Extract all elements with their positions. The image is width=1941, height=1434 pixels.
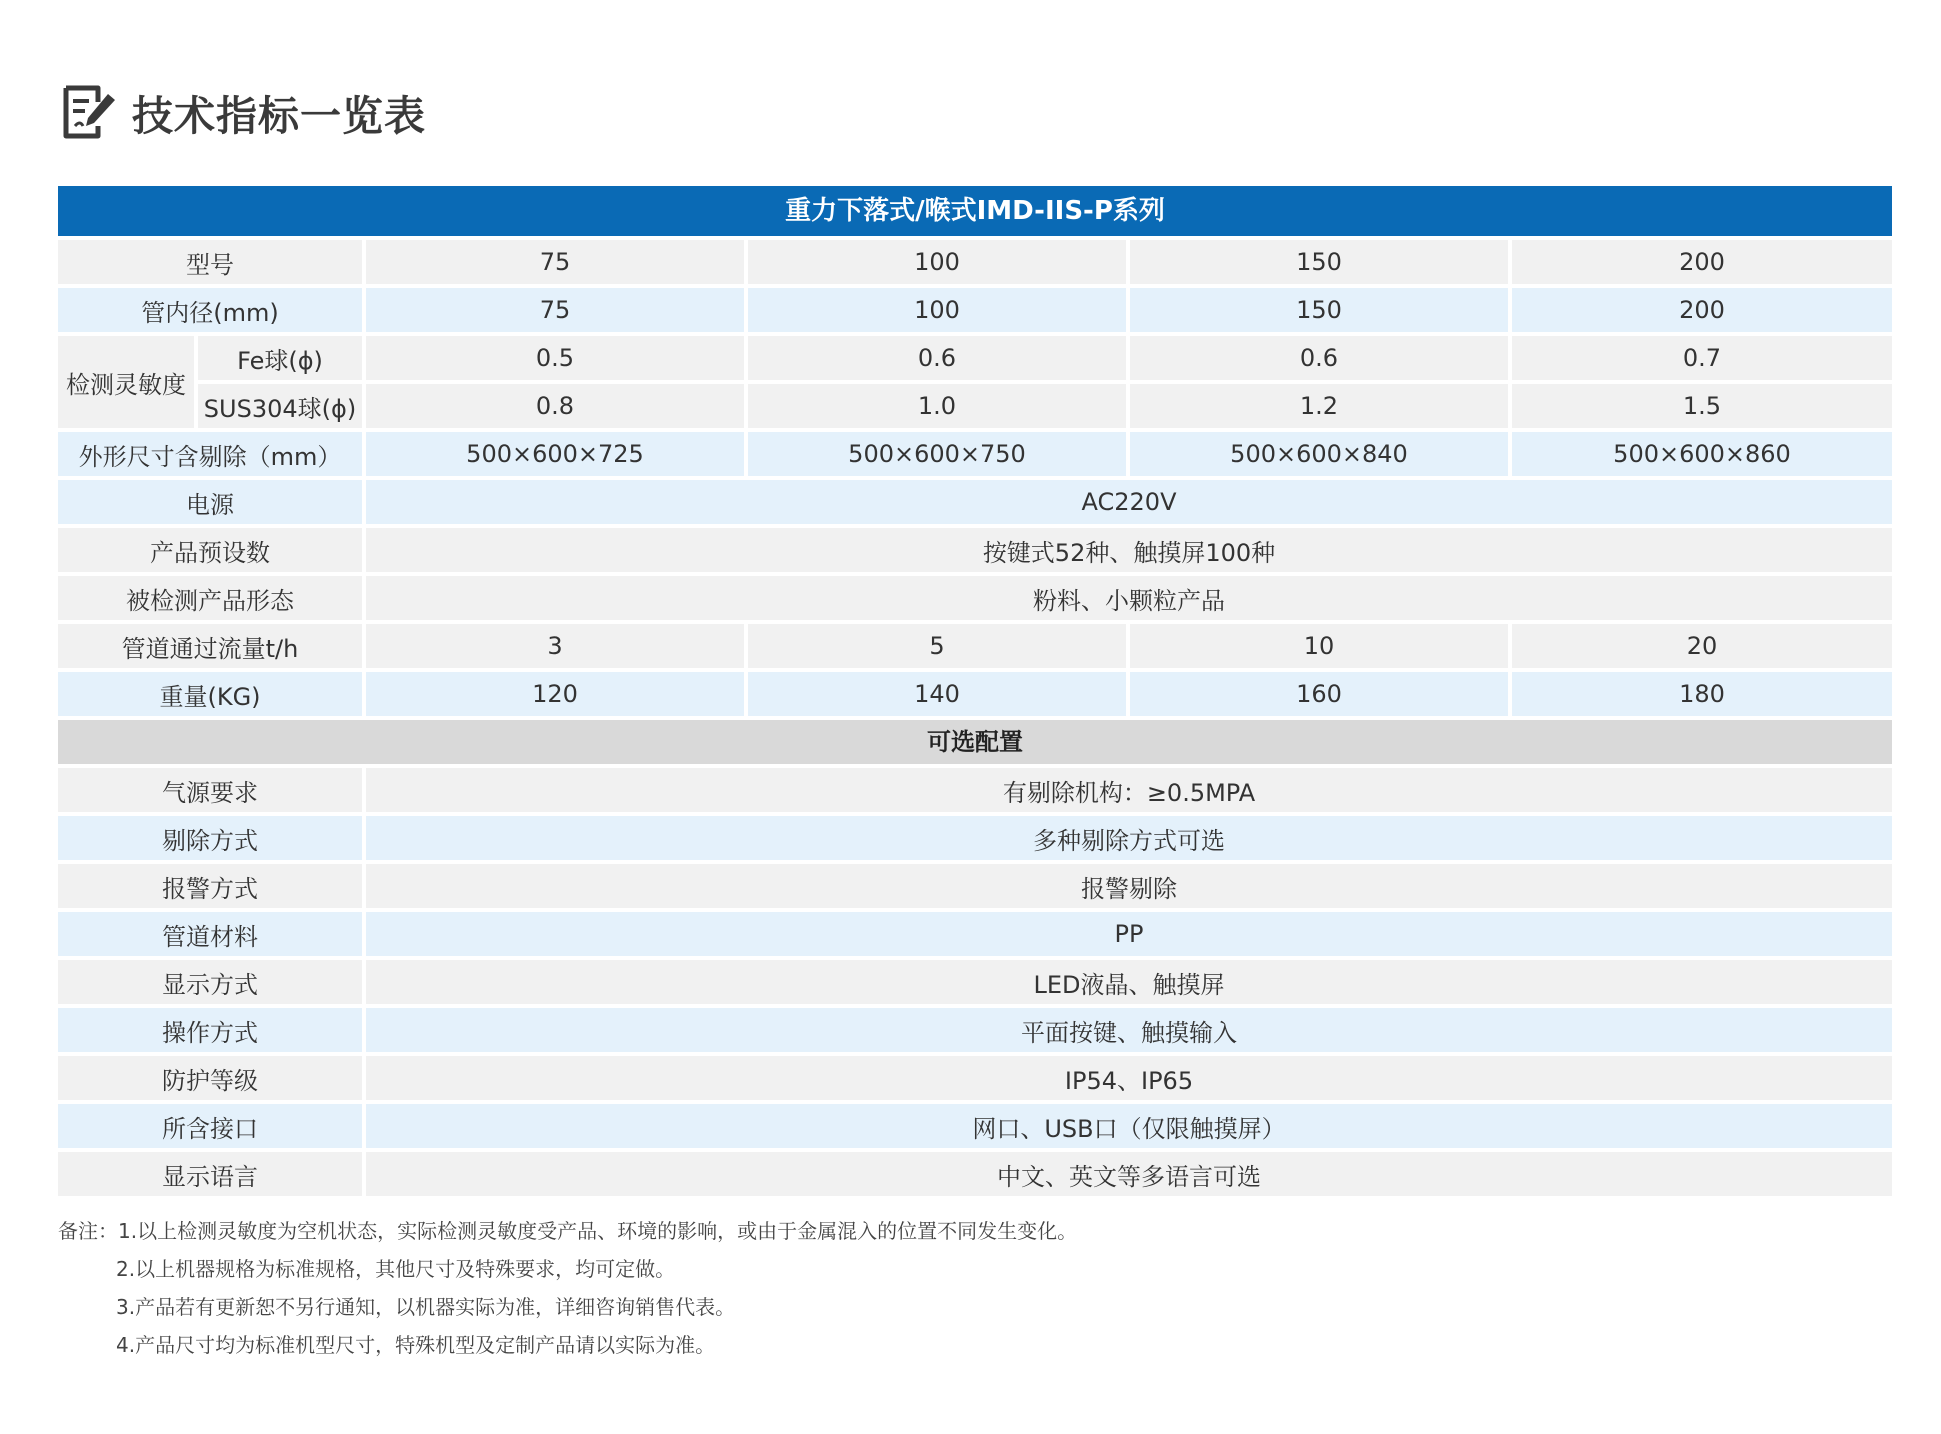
table-cell: 按键式52种、触摸屏100种 bbox=[366, 528, 1892, 572]
row-dimensions bbox=[58, 432, 1892, 476]
table-cell: 中文、英文等多语言可选 bbox=[366, 1152, 1892, 1196]
table-cell: 0.6 bbox=[1130, 336, 1508, 380]
row-label: 操作方式 bbox=[58, 1008, 362, 1052]
table-cell: 500×600×750 bbox=[748, 432, 1126, 476]
row-label: 检测灵敏度 bbox=[58, 336, 194, 428]
table-cell: 200 bbox=[1512, 240, 1892, 284]
option-row bbox=[58, 1152, 1892, 1196]
option-row bbox=[58, 1008, 1892, 1052]
note-line: 备注：1.以上检测灵敏度为空机状态，实际检测灵敏度受产品、环境的影响，或由于金属混入的位置不同发生变化。 bbox=[58, 1219, 1078, 1243]
section-heading bbox=[58, 82, 426, 142]
table-cell: 500×600×860 bbox=[1512, 432, 1892, 476]
table-cell: 有剔除机构：≥0.5MPA bbox=[366, 768, 1892, 812]
row-label: 管道材料 bbox=[58, 912, 362, 956]
note-line: 2.以上机器规格为标准规格，其他尺寸及特殊要求，均可定做。 bbox=[116, 1257, 676, 1281]
spec-table bbox=[58, 186, 1892, 1200]
table-cell: 160 bbox=[1130, 672, 1508, 716]
row-sus-sensitivity bbox=[198, 384, 1892, 428]
row-label: 产品预设数 bbox=[58, 528, 362, 572]
table-cell: PP bbox=[366, 912, 1892, 956]
table-cell: 3 bbox=[366, 624, 744, 668]
table-cell: 500×600×725 bbox=[366, 432, 744, 476]
row-presets bbox=[58, 528, 1892, 572]
option-row bbox=[58, 816, 1892, 860]
row-label: 管内径(mm) bbox=[58, 288, 362, 332]
row-weight bbox=[58, 672, 1892, 716]
table-cell: 1.0 bbox=[748, 384, 1126, 428]
row-fe-sensitivity bbox=[198, 336, 1892, 380]
row-label: 被检测产品形态 bbox=[58, 576, 362, 620]
table-cell: 1.2 bbox=[1130, 384, 1508, 428]
row-group-sensitivity bbox=[58, 336, 1892, 428]
row-power bbox=[58, 480, 1892, 524]
table-cell: 10 bbox=[1130, 624, 1508, 668]
option-row bbox=[58, 912, 1892, 956]
table-cell: 75 bbox=[366, 240, 744, 284]
row-inner-diameter bbox=[58, 288, 1892, 332]
note-line: 4.产品尺寸均为标准机型尺寸，特殊机型及定制产品请以实际为准。 bbox=[116, 1333, 716, 1357]
row-product-form bbox=[58, 576, 1892, 620]
table-cell: 多种剔除方式可选 bbox=[366, 816, 1892, 860]
option-row bbox=[58, 1104, 1892, 1148]
option-row bbox=[58, 864, 1892, 908]
table-cell: 20 bbox=[1512, 624, 1892, 668]
table-cell: 网口、USB口（仅限触摸屏） bbox=[366, 1104, 1892, 1148]
table-cell: 100 bbox=[748, 288, 1126, 332]
row-label: 型号 bbox=[58, 240, 362, 284]
table-cell: 120 bbox=[366, 672, 744, 716]
table-cell: IP54、IP65 bbox=[366, 1056, 1892, 1100]
option-row bbox=[58, 768, 1892, 812]
table-cell: 平面按键、触摸输入 bbox=[366, 1008, 1892, 1052]
table-cell: 75 bbox=[366, 288, 744, 332]
table-cell: 150 bbox=[1130, 288, 1508, 332]
table-cell: 0.7 bbox=[1512, 336, 1892, 380]
table-cell: 1.5 bbox=[1512, 384, 1892, 428]
row-sublabel: SUS304球(ϕ) bbox=[198, 384, 362, 428]
row-sublabel: Fe球(ϕ) bbox=[198, 336, 362, 380]
page-title: 技术指标一览表 bbox=[132, 91, 426, 140]
table-cell: AC220V bbox=[366, 480, 1892, 524]
notes bbox=[58, 1212, 1077, 1364]
row-label: 所含接口 bbox=[58, 1104, 362, 1148]
row-model bbox=[58, 240, 1892, 284]
row-label: 报警方式 bbox=[58, 864, 362, 908]
row-label: 剔除方式 bbox=[58, 816, 362, 860]
table-cell: 5 bbox=[748, 624, 1126, 668]
table-cell: 200 bbox=[1512, 288, 1892, 332]
table-cell: 140 bbox=[748, 672, 1126, 716]
table-cell: LED液晶、触摸屏 bbox=[366, 960, 1892, 1004]
row-label: 管道通过流量t/h bbox=[58, 624, 362, 668]
note-line: 3.产品若有更新恕不另行通知，以机器实际为准，详细咨询销售代表。 bbox=[116, 1295, 736, 1319]
row-label: 重量(KG) bbox=[58, 672, 362, 716]
table-cell: 报警剔除 bbox=[366, 864, 1892, 908]
row-label: 显示方式 bbox=[58, 960, 362, 1004]
table-cell: 500×600×840 bbox=[1130, 432, 1508, 476]
table-cell: 100 bbox=[748, 240, 1126, 284]
row-label: 气源要求 bbox=[58, 768, 362, 812]
table-cell: 0.6 bbox=[748, 336, 1126, 380]
document-edit-icon bbox=[58, 82, 118, 142]
row-label: 外形尺寸含剔除（mm） bbox=[58, 432, 362, 476]
row-label: 显示语言 bbox=[58, 1152, 362, 1196]
options-section-title: 可选配置 bbox=[58, 720, 1892, 764]
table-cell: 180 bbox=[1512, 672, 1892, 716]
table-cell: 0.8 bbox=[366, 384, 744, 428]
row-label: 防护等级 bbox=[58, 1056, 362, 1100]
option-row bbox=[58, 960, 1892, 1004]
row-label: 电源 bbox=[58, 480, 362, 524]
table-title: 重力下落式/喉式IMD-IIS-P系列 bbox=[58, 186, 1892, 236]
row-flow bbox=[58, 624, 1892, 668]
table-cell: 150 bbox=[1130, 240, 1508, 284]
table-cell: 粉料、小颗粒产品 bbox=[366, 576, 1892, 620]
table-cell: 0.5 bbox=[366, 336, 744, 380]
option-row bbox=[58, 1056, 1892, 1100]
